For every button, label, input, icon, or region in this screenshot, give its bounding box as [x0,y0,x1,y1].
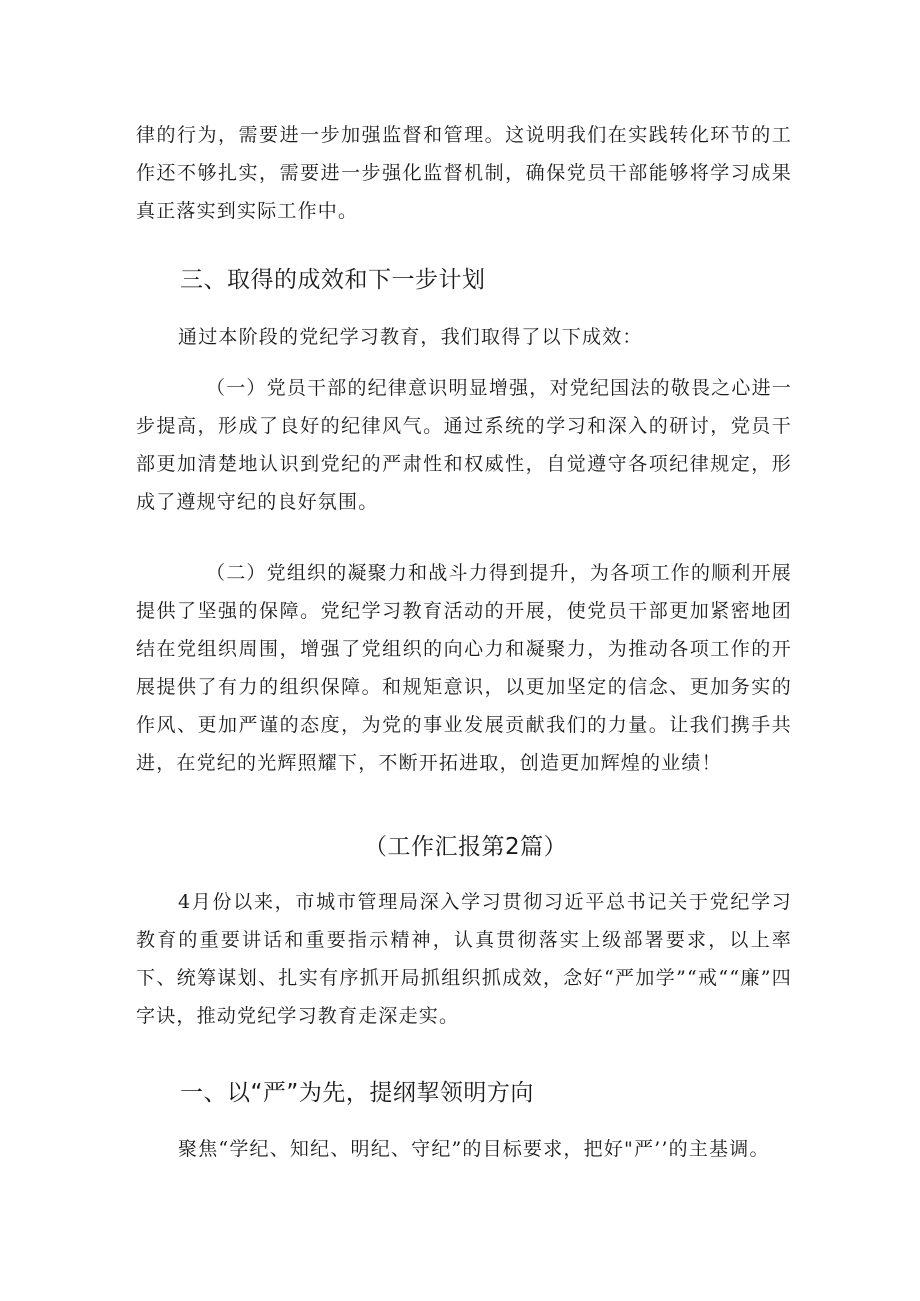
section-heading-three: 三、取得的成效和下一步计划 [180,267,486,293]
paragraph-continuation: 律的行为，需要进一步加强监督和管理。这说明我们在实践转化环节的工作还不够扎实，需要进一步强化监督机制，确保党员干部能够将学习成果真正落实到实际工作中。 [136,124,792,222]
paragraph-item-one: （一）党员干部的纪律意识明显增强，对党纪国法的敬畏之心进一步提高，形成了良好的纪律风气。通过系统的学习和深入的研讨，党员干部更加清楚地认识到党纪的严肃性和权威性，自觉遵守各项纪律规定，形成了遵规守纪的良好氛围。 [136,377,792,513]
section-heading-one: 一、以“严”为先，提纲挈领明方向 [180,1080,534,1106]
paragraph-focus: 聚焦“学纪、知纪、明纪、守纪”的目标要求，把好"严’’的主基调。 [178,1138,770,1160]
section-title: （工作汇报第2篇） [364,834,568,860]
paragraph-item-two: （二）党组织的凝聚力和战斗力得到提升，为各项工作的顺利开展提供了坚强的保障。党纪学习教育活动的开展，使党员干部更加紧密地团结在党组织周围，增强了党组织的向心力和凝聚力，为推动各项工作的开展提供了有力的组织保障。和规矩意识，以更加坚定的信念、更加务实的作风、更加严谨的态度，为党的事业发展贡献我们的力量。让我们携手共进，在党纪的光辉照耀下，不断开拓进取，创造更加辉煌的业绩！ [136,562,792,774]
paragraph-april: 4月份以来，市城市管理局深入学习贯彻习近平总书记关于党纪学习教育的重要讲话和重要指示精神，认真贯彻落实上级部署要求，以上率下、统筹谋划、扎实有序抓开局抓组织抓成效，念好“严加学”“戒““廉”四字诀，推动党纪学习教育走深走实。 [136,891,792,1027]
paragraph-intro: 通过本阶段的党纪学习教育，我们取得了以下成效： [178,326,643,348]
